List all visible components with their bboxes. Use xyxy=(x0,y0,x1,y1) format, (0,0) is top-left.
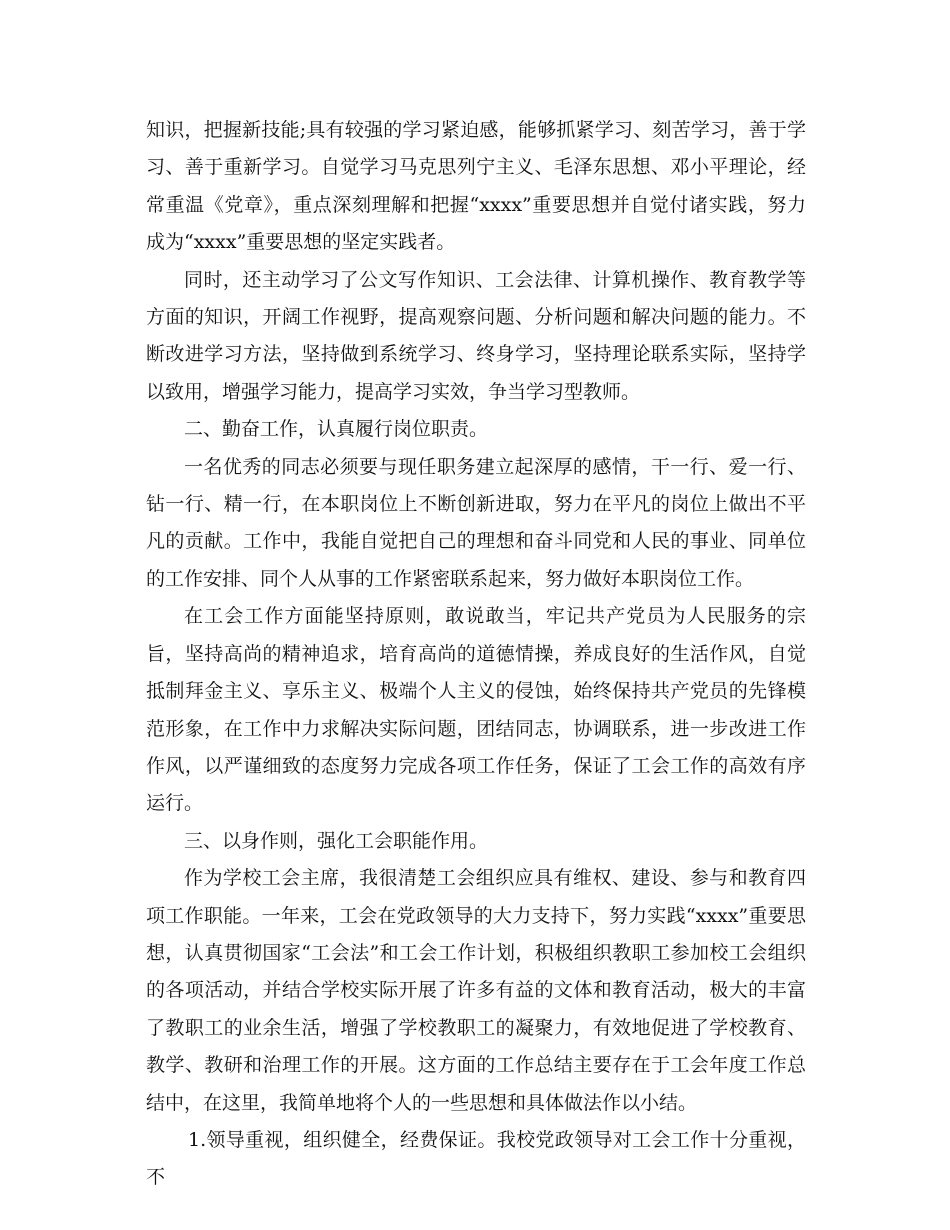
section-heading-3: 三、以身作则，强化工会职能作用。 xyxy=(184,829,489,852)
paragraph-union-chair: 作为学校工会主席，我很清楚工会组织应具有维权、建设、参与和教育四项工作职能。一年来，工会在党政领导的大力支持下，努力实践“xxxx”重要思想，认真贯彻国家“工会法”和工会工作计划，积极组织教职工参加校工会组织的各项活动，并结合学校实际开展了许多有益的文体和教育活动，极大的丰富了教职工的业余生活，增强了学校教职工的凝聚力，有效地促进了学校教育、教学、教研和治理工作的开展。这方面的工作总结主要存在于工会年度工作总结中，在这里，我简单地将个人的一些思想和具体做法作以小结。 xyxy=(146,867,806,1114)
paragraph-union-principles: 在工会工作方面能坚持原则，敢说敢当，牢记共产党员为人民服务的宗旨，坚持高尚的精神追求，培育高尚的道德情操，养成良好的生活作风，自觉抵制拜金主义、享乐主义、极端个人主义的侵蚀，始终保持共产党员的先锋模范形象，在工作中力求解决实际问题，团结同志，协调联系，进一步改进工作作风，以严谨细致的态度努力完成各项工作任务，保证了工会工作的高效有序运行。 xyxy=(146,605,806,815)
paragraph-dedication: 一名优秀的同志必须要与现任职务建立起深厚的感情，干一行、爱一行、钻一行、精一行，在本职岗位上不断创新进取，努力在平凡的岗位上做出不平凡的贡献。工作中，我能自觉把自己的理想和奋斗同党和人民的事业、同单位的工作安排、同个人从事的工作紧密联系起来，努力做好本职岗位工作。 xyxy=(146,455,806,590)
list-item-1: 1.领导重视，组织健全，经费保证。我校党政领导对工会工作十分重视，不 xyxy=(146,1128,806,1189)
paragraph-continued-study: 知识，把握新技能;具有较强的学习紧迫感，能够抓紧学习、刻苦学习，善于学习、善于重新学习。自觉学习马克思列宁主义、毛泽东思想、邓小平理论，经常重温《党章》，重点深刻理解和把握“xxxx”重要思想并自觉付诸实践，努力成为“xxxx”重要思想的坚定实践者。 xyxy=(146,119,806,254)
paragraph-self-study: 同时，还主动学习了公文写作知识、工会法律、计算机操作、教育教学等方面的知识，开阔工作视野，提高观察问题、分析问题和解决问题的能力。不断改进学习方法，坚持做到系统学习、终身学习，坚持理论联系实际，坚持学以致用，增强学习能力，提高学习实效，争当学习型教师。 xyxy=(146,268,806,403)
section-heading-2: 二、勤奋工作，认真履行岗位职责。 xyxy=(184,418,489,441)
document-body xyxy=(146,112,806,1197)
